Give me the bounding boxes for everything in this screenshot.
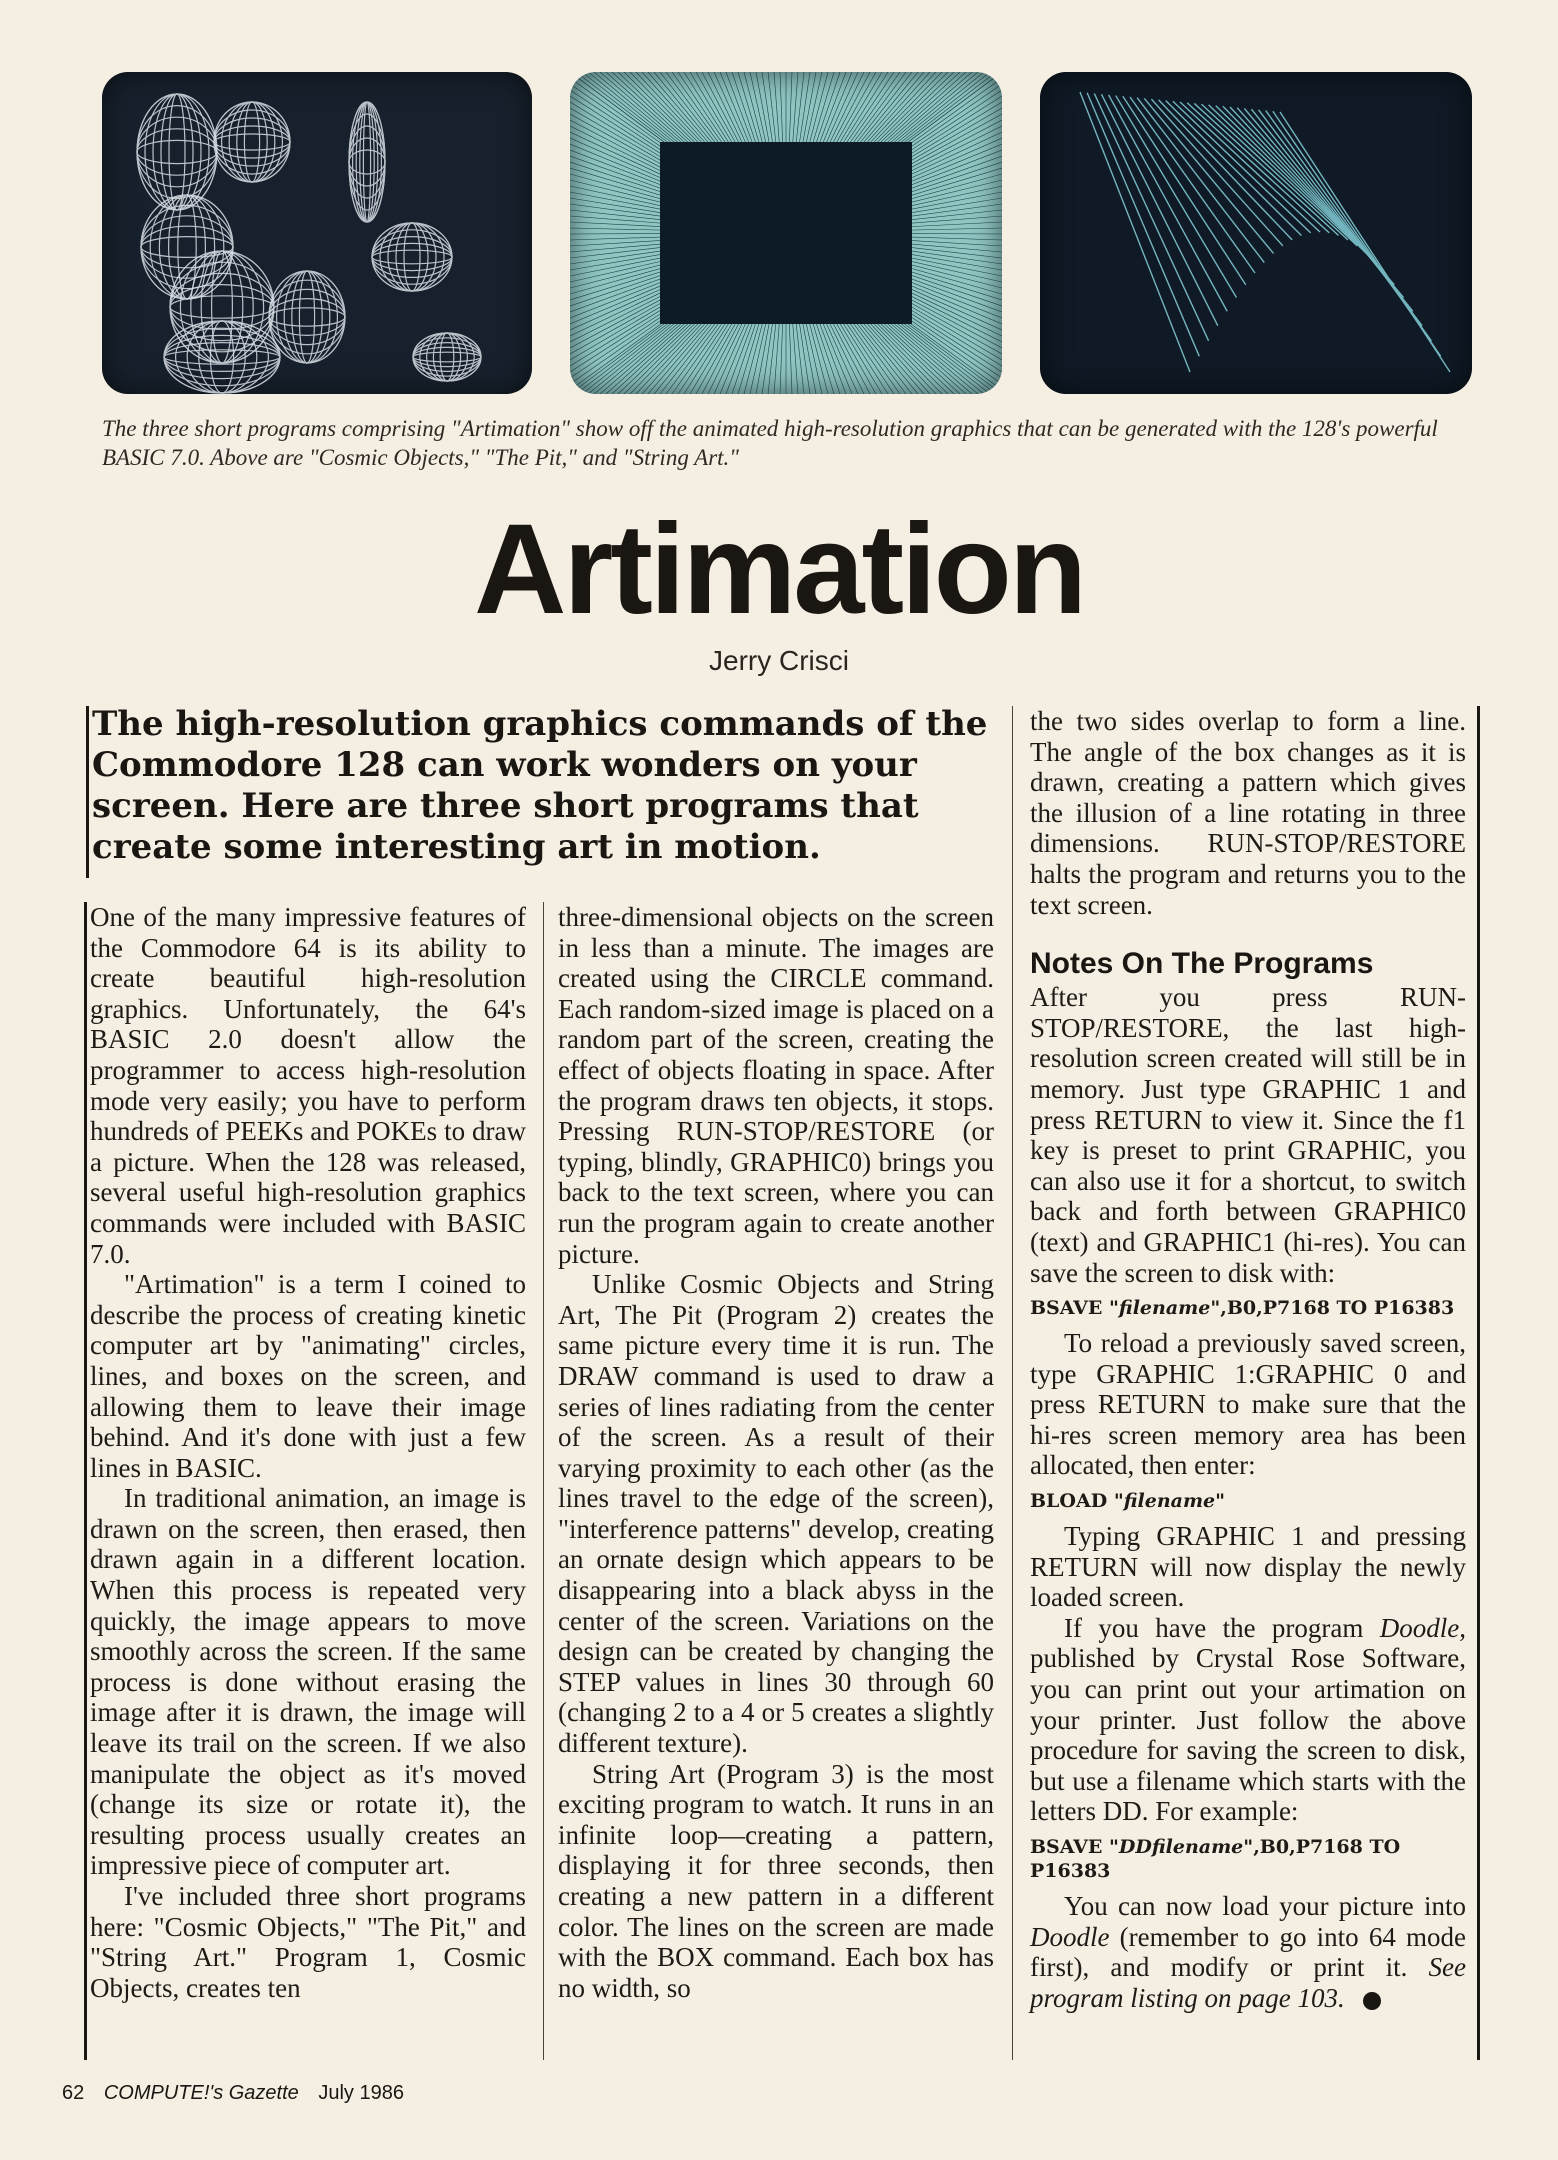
code-filename: "filename": [1108, 1297, 1221, 1320]
page-number: 62: [62, 2082, 85, 2104]
paragraph: Unlike Cosmic Objects and String Art, The Pit (Program 2) creates the same picture every time it is run. The DRAW command is used to draw a series of lines radiating from the center of the screen. As a result of their varying proximity to each other (as the lines travel to the edge of the screen), "interference patterns" develop, creating an ornate design which appears to be disappearing into a black abyss in the center of the screen. Variations on the design can be created by changing the STEP values in lines 30 through 60 (changing 2 to a 4 or 5 creates a slightly different texture).: [558, 1269, 994, 1759]
paragraph: I've included three short programs here: "Cosmic Objects," "The Pit," and "String Art." Program 1, Cosmic Objects, creates ten: [90, 1881, 526, 2003]
column-divider-1: [543, 902, 544, 2060]
paragraph: One of the many impressive features of the Commodore 64 is its ability to create beautiful high-resolution graphics. Unfortunately, the 64's BASIC 2.0 doesn't allow the programmer to access high-resolution mode very easily; you have to perform hundreds of PEEKs and POKEs to draw a picture. When the 128 was released, several useful high-resolution graphics commands were included with BASIC 7.0.: [90, 902, 526, 1269]
column-2: [558, 902, 994, 2003]
code-command: BLOAD: [1030, 1490, 1114, 1513]
paragraph: [1030, 1613, 1466, 1827]
magazine-name: COMPUTE!'s Gazette: [103, 2082, 299, 2104]
article-deck: The high-resolution graphics commands of the Commodore 128 can work wonders on your screen. Here are three short programs that create some interesting art in motion.: [92, 704, 988, 867]
listing-reference: See program listing on page 103.: [1030, 1952, 1467, 2013]
article-title: Artimation: [474, 498, 1084, 641]
wireframe-object: [372, 223, 452, 291]
paragraph: In traditional animation, an image is drawn on the screen, then erased, then drawn again in a different location. When this process is repeated very quickly, the image appears to move smoothly across the screen. If the same process is done without erasing the image after it is drawn, the image will leave its trail on the screen. If we also manipulate the object as it's moved (change its size or rotate it), the resulting process usually creates an impressive piece of computer art.: [90, 1483, 526, 1881]
text: published by Crystal Rose Software, you can print out your artimation on your printer. Just follow the above procedure for saving the screen to disk, but use a filename which starts with the letters DD. For example:: [1030, 1643, 1466, 1827]
end-mark-icon: [1363, 1992, 1381, 2010]
wireframe-object: [214, 102, 290, 182]
header-images: [102, 72, 1472, 412]
wireframe-object: [269, 271, 345, 363]
text: You can now load your picture into: [1064, 1891, 1466, 1921]
image-caption: The three short programs comprising "Artimation" show off the animated high-resolution graphics that can be generated with the 128's powerful BASIC 7.0. Above are "Cosmic Objects," "The Pit," and "String Art.": [102, 416, 1438, 470]
section-heading: Notes On The Programs: [1030, 947, 1374, 981]
code-command: BSAVE: [1030, 1836, 1109, 1858]
page-footer: [62, 2082, 418, 2105]
string-lines: [1080, 92, 1450, 372]
code-filename: "DDfilename": [1108, 1836, 1254, 1858]
paragraph: After you press RUN-STOP/RESTORE, the last high-resolution screen created will still be in memory. Just type GRAPHIC 1 and press RETURN to view it. Since the f1 key is preset to print GRAPHIC, you can also use it for a shortcut, to switch back and forth between GRAPHIC0 (text) and GRAPHIC1 (hi-res). You can save the screen to disk with:: [1030, 982, 1466, 1288]
column-3: [1030, 706, 1466, 2013]
code-bsave: [1030, 1296, 1466, 1320]
code-command: BSAVE: [1030, 1297, 1109, 1320]
text: (remember to go into 64 mode first), and modify or print it.: [1030, 1921, 1466, 1983]
column-divider-2: [1012, 706, 1013, 2060]
paragraph: [1030, 1891, 1466, 2013]
code-args: ,B0,P7168 TO P16383: [1220, 1297, 1455, 1320]
the-pit-graphic: [570, 72, 1002, 394]
string-art-graphic: [1040, 72, 1472, 394]
right-column-rule: [1477, 706, 1480, 2060]
paragraph: Typing GRAPHIC 1 and pressing RETURN will now display the newly loaded screen.: [1030, 1521, 1466, 1613]
cosmic-objects-image: [102, 72, 532, 394]
paragraph: To reload a previously saved screen, type GRAPHIC 1:GRAPHIC 0 and press RETURN to make sure that the hi-res screen memory area has been allocated, then enter:: [1030, 1328, 1466, 1481]
wireframe-object: [141, 195, 233, 299]
paragraph: three-dimensional objects on the screen in less than a minute. The images are created using the CIRCLE command. Each random-sized image is placed on a random part of the screen, creating the effect of objects floating in space. After the program draws ten objects, it stops. Pressing RUN-STOP/RESTORE (or typing, blindly, GRAPHIC0) brings you back to the text screen, where you can run the program again to create another picture.: [558, 902, 994, 1269]
text: If you have the program: [1064, 1612, 1380, 1643]
the-pit-image: [570, 72, 1002, 394]
wireframe-object: [164, 321, 280, 393]
author-byline: Jerry Crisci: [709, 645, 849, 676]
paragraph: the two sides overlap to form a line. The angle of the box changes as it is drawn, creating a pattern which gives the illusion of a line rotating in three dimensions. RUN-STOP/RESTORE halts the program and returns you to the text screen.: [1030, 706, 1466, 920]
cosmic-objects-graphic: [102, 72, 532, 394]
column-1: [90, 902, 526, 2003]
code-args: ,B0,P7168 TO P16383: [1030, 1836, 1401, 1882]
code-filename: "filename": [1113, 1490, 1226, 1513]
deck-rule: [86, 706, 89, 878]
wireframe-object: [349, 102, 385, 222]
code-bsave-dd: [1030, 1835, 1466, 1883]
wireframe-object: [413, 333, 481, 381]
string-art-image: [1040, 72, 1472, 394]
paragraph: "Artimation" is a term I coined to describe the process of creating kinetic computer art by "animating" circles, lines, and boxes on the screen, and allowing them to leave their image behind. And it's done with just a few lines in BASIC.: [90, 1269, 526, 1483]
program-name: Doodle,: [1379, 1612, 1466, 1643]
program-name: Doodle: [1030, 1921, 1110, 1952]
issue-date: July 1986: [318, 2082, 404, 2104]
wireframe-object: [137, 94, 217, 210]
paragraph: String Art (Program 3) is the most exciting program to watch. It runs in an infinite loop—creating a pattern, displaying it for three seconds, then creating a new pattern in a different color. The lines on the screen are made with the BOX command. Each box has no width, so: [558, 1758, 994, 2003]
code-bload: [1030, 1489, 1466, 1513]
pit-center: [660, 142, 912, 324]
left-column-rule: [84, 902, 87, 2060]
